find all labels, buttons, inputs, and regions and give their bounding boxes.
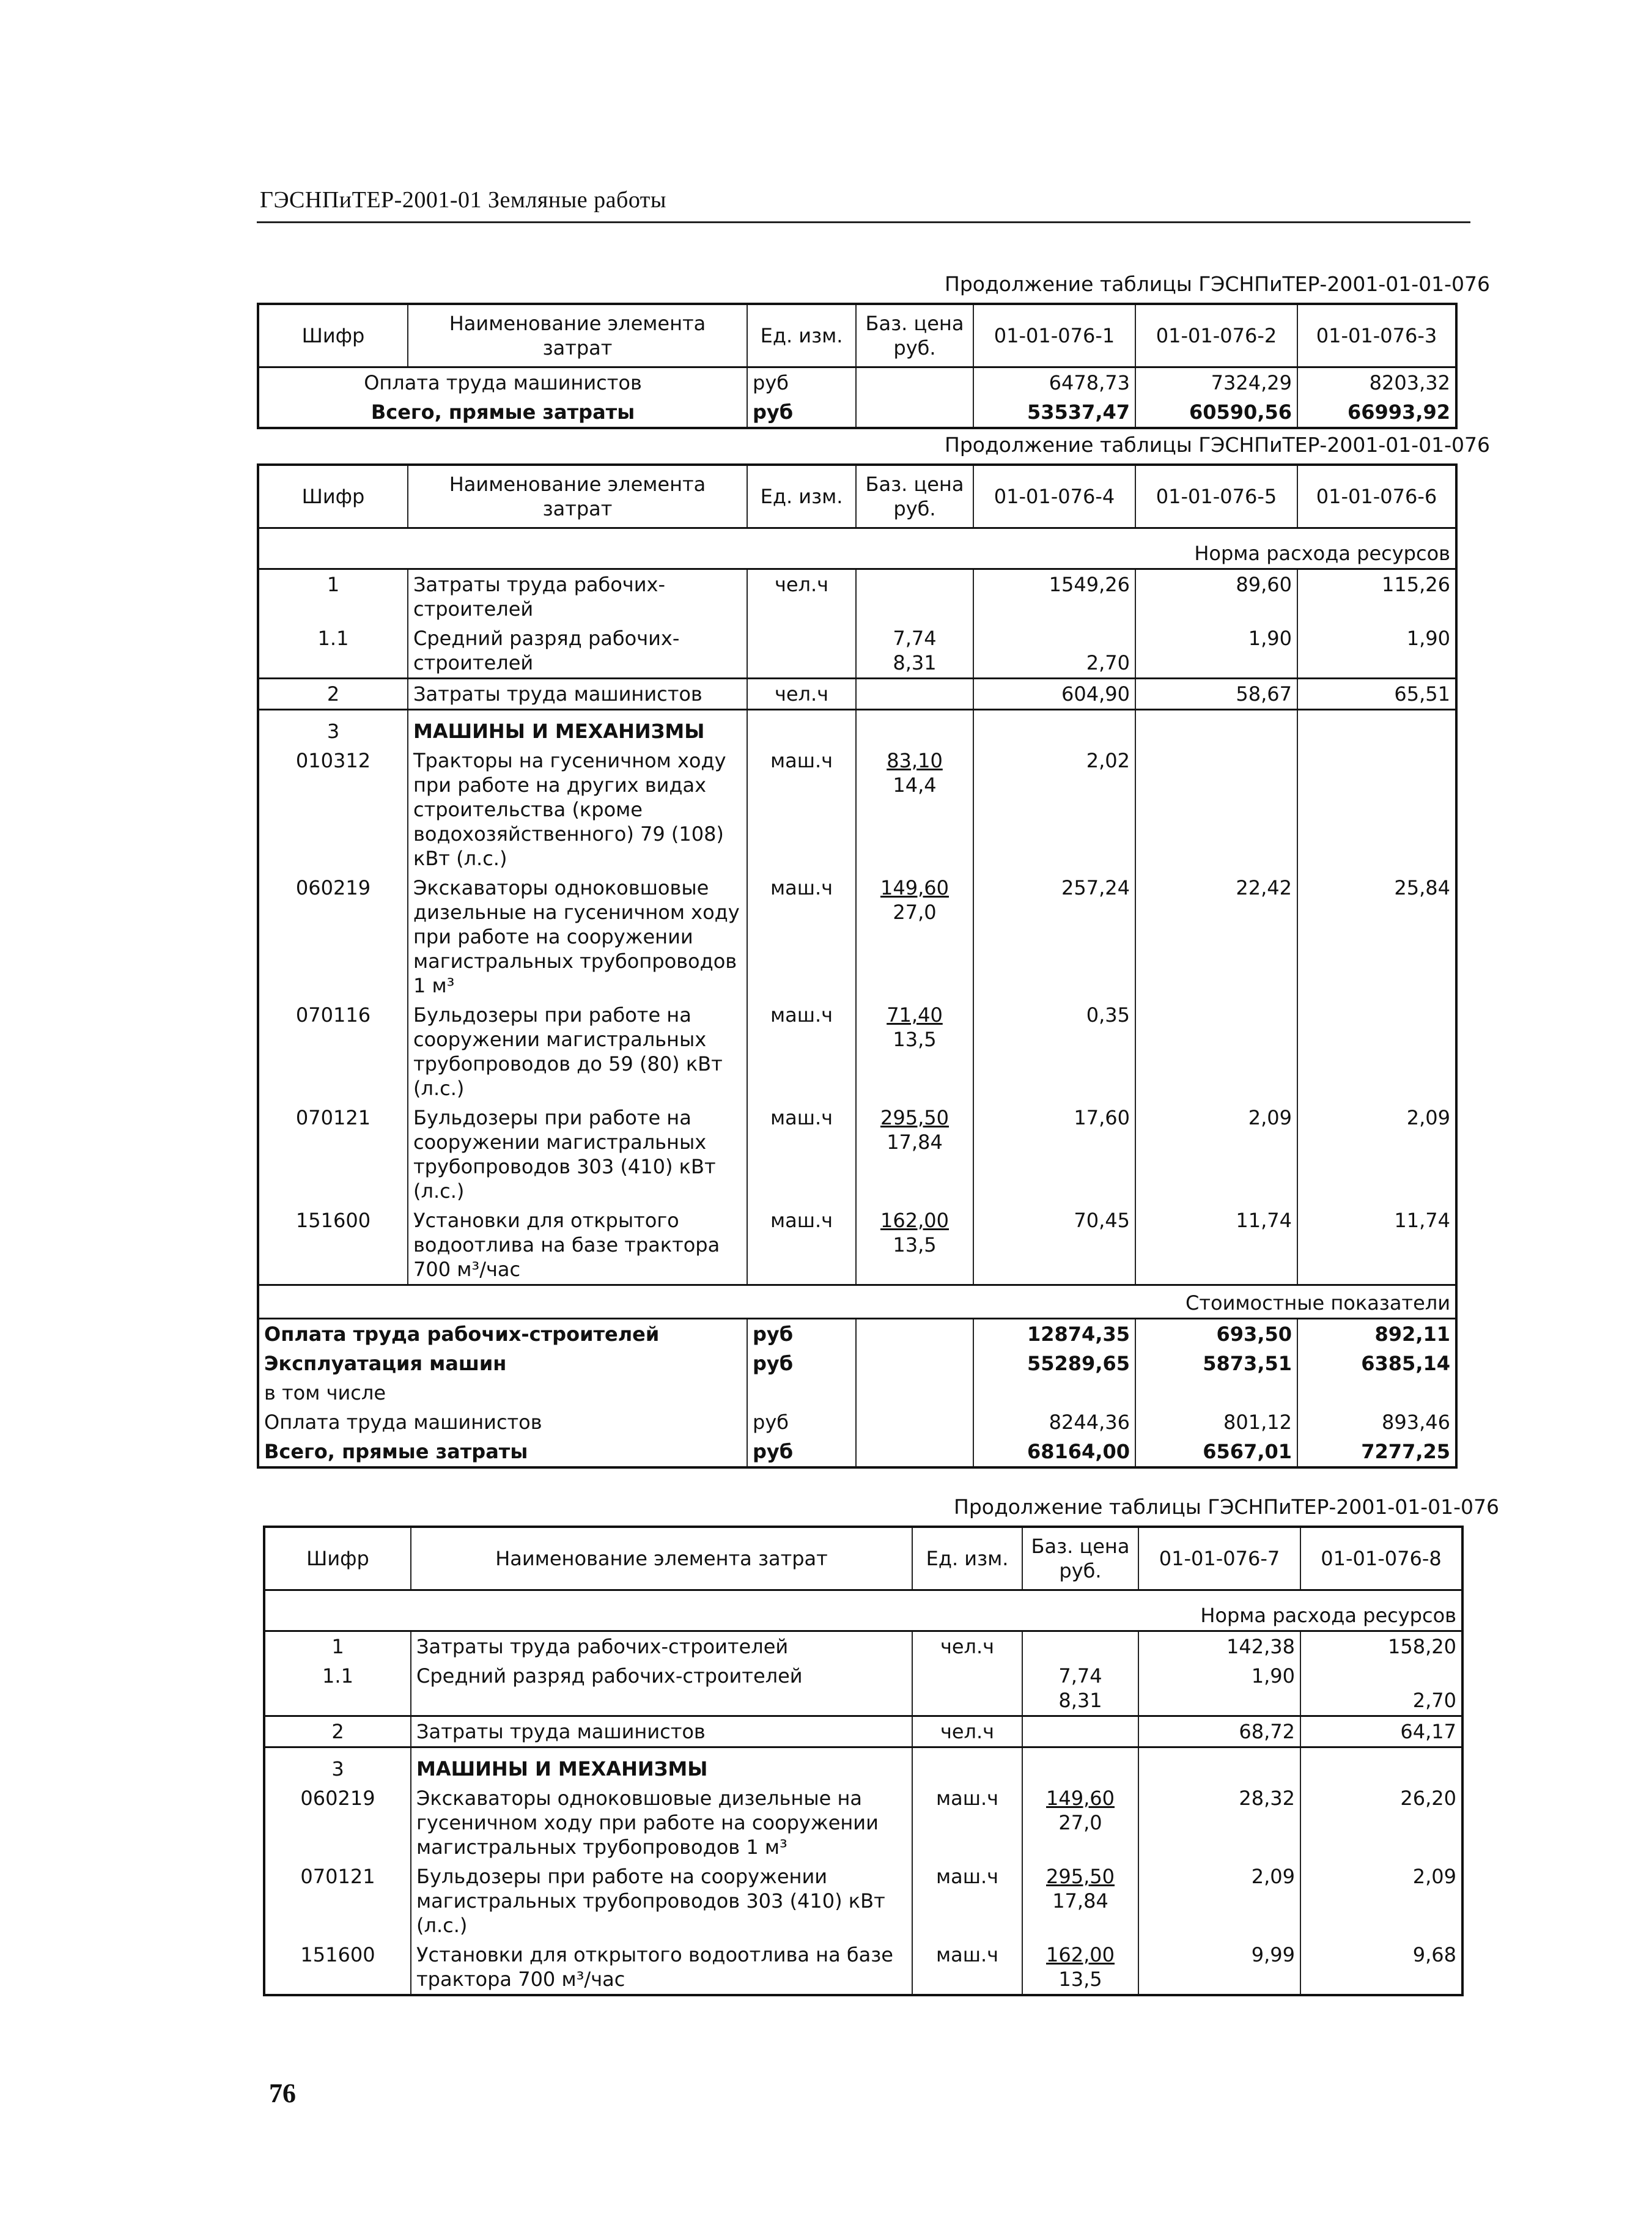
col-code-header-7: 01-01-076-7 bbox=[1138, 1527, 1300, 1590]
row-value: 604,90 bbox=[973, 679, 1135, 710]
row-name: Затраты труда машинистов bbox=[408, 679, 747, 710]
col-unit-header: Ед. изм. bbox=[747, 304, 856, 367]
row-price: 295,50 17,84 bbox=[856, 1103, 973, 1206]
row-value: 8244,36 bbox=[973, 1408, 1135, 1437]
row-value: 8203,32 bbox=[1297, 367, 1456, 398]
row-value: 17,60 bbox=[973, 1103, 1135, 1206]
table2-header-row bbox=[258, 465, 1456, 528]
col-code-header-6: 01-01-076-6 bbox=[1297, 465, 1456, 528]
table1-header-row bbox=[258, 304, 1456, 367]
row-unit: маш.ч bbox=[747, 1206, 856, 1285]
row-value: 6567,01 bbox=[1135, 1437, 1297, 1467]
table3-caption: Продолжение таблицы ГЭСНПиТЕР-2001-01-01-076 bbox=[954, 1495, 1500, 1519]
col-name-header: Наименование элемента затрат bbox=[408, 465, 747, 528]
row-value: 115,26 bbox=[1297, 569, 1456, 624]
row-unit: чел.ч bbox=[747, 569, 856, 624]
row-value: 89,60 bbox=[1135, 569, 1297, 624]
row-unit: руб bbox=[747, 1319, 856, 1349]
row-value bbox=[1135, 1000, 1297, 1103]
table-row bbox=[258, 569, 1456, 624]
row-value bbox=[1297, 1000, 1456, 1103]
table-row bbox=[264, 1940, 1462, 1995]
row-code: 1 bbox=[326, 573, 340, 596]
table1-caption: Продолжение таблицы ГЭСНПиТЕР-2001-01-01-076 bbox=[945, 272, 1491, 296]
row-value: 25,84 bbox=[1297, 873, 1456, 1000]
row-unit: чел.ч bbox=[912, 1631, 1022, 1662]
row-value: 58,67 bbox=[1135, 679, 1297, 710]
row-price: 295,50 17,84 bbox=[1022, 1862, 1138, 1940]
table-row bbox=[258, 397, 1456, 428]
table-row bbox=[258, 1103, 1456, 1206]
row-name: Эксплуатация машин bbox=[264, 1352, 507, 1375]
row-value: 11,74 bbox=[1135, 1206, 1297, 1285]
row-unit: руб bbox=[747, 1349, 856, 1378]
row-value: 26,20 bbox=[1300, 1784, 1462, 1862]
table-row bbox=[258, 1319, 1456, 1349]
row-unit: маш.ч bbox=[747, 1103, 856, 1206]
row-value: 60590,56 bbox=[1135, 397, 1297, 428]
col-unit-header: Ед. изм. bbox=[747, 465, 856, 528]
table2 bbox=[257, 463, 1458, 1469]
table1 bbox=[257, 303, 1458, 429]
row-unit bbox=[747, 624, 856, 679]
row-price: 71,40 13,5 bbox=[856, 1000, 973, 1103]
row-value: 68164,00 bbox=[973, 1437, 1135, 1467]
row-price: 149,60 27,0 bbox=[856, 873, 973, 1000]
section-machines-title: МАШИНЫ И МЕХАНИЗМЫ bbox=[411, 1747, 912, 1784]
row-price: 149,60 27,0 bbox=[1022, 1784, 1138, 1862]
row-code: 010312 bbox=[295, 749, 371, 772]
section-norms-row bbox=[258, 528, 1456, 569]
row-unit: руб bbox=[747, 1437, 856, 1467]
row-code: 070116 bbox=[295, 1003, 371, 1027]
row-code: 1.1 bbox=[317, 627, 349, 650]
row-value: 6478,73 bbox=[973, 367, 1135, 398]
col-unit-header: Ед. изм. bbox=[912, 1527, 1022, 1590]
row-value: 65,51 bbox=[1297, 679, 1456, 710]
row-value: 158,20 bbox=[1300, 1631, 1462, 1662]
row-value: 801,12 bbox=[1135, 1408, 1297, 1437]
row-value: 6385,14 bbox=[1297, 1349, 1456, 1378]
section-costs-row bbox=[258, 1285, 1456, 1319]
row-value: 1,90 bbox=[1297, 624, 1456, 679]
table-row bbox=[258, 1408, 1456, 1437]
col-price-header: Баз. цена руб. bbox=[856, 304, 973, 367]
row-price: 7,74 8,31 bbox=[1022, 1661, 1138, 1716]
col-code-header-4: 01-01-076-4 bbox=[973, 465, 1135, 528]
row-value: 7324,29 bbox=[1135, 367, 1297, 398]
row-name: Оплата труда машинистов bbox=[264, 1411, 542, 1434]
table-row bbox=[258, 1349, 1456, 1378]
row-value: 70,45 bbox=[973, 1206, 1135, 1285]
col-price-header: Баз. цена руб. bbox=[856, 465, 973, 528]
row-value: 2,09 bbox=[1135, 1103, 1297, 1206]
col-code-header: Шифр bbox=[301, 485, 365, 508]
row-value: 1,90 bbox=[1135, 624, 1297, 679]
table-row bbox=[264, 1661, 1462, 1716]
col-code-header-3: 01-01-076-3 bbox=[1297, 304, 1456, 367]
col-code-header: Шифр bbox=[301, 324, 365, 347]
table-row bbox=[258, 1378, 1456, 1408]
row-code: 1.1 bbox=[322, 1664, 353, 1688]
page-number: 76 bbox=[269, 2078, 296, 2108]
table-row bbox=[258, 746, 1456, 873]
row-price: 83,10 14,4 bbox=[856, 746, 973, 873]
row-price: 162,00 13,5 bbox=[856, 1206, 973, 1285]
row-name: Тракторы на гусеничном ходу при работе на других видах строительства (кроме водохозяйственного) 79 (108) кВт (л.с.) bbox=[408, 746, 747, 873]
row-code: 3 bbox=[331, 1757, 344, 1780]
row-value: 28,32 bbox=[1138, 1784, 1300, 1862]
row-value: 9,99 bbox=[1138, 1940, 1300, 1995]
row-code: 060219 bbox=[295, 876, 371, 899]
row-unit: руб bbox=[747, 367, 856, 398]
row-value: 5873,51 bbox=[1135, 1349, 1297, 1378]
col-price-header: Баз. цена руб. bbox=[1022, 1527, 1138, 1590]
row-name: Затраты труда рабочих-строителей bbox=[408, 569, 747, 624]
row-name: Установки для открытого водоотлива на базе трактора 700 м³/час bbox=[408, 1206, 747, 1285]
row-name: Оплата труда машинистов bbox=[364, 371, 642, 394]
section-machines-title: МАШИНЫ И МЕХАНИЗМЫ bbox=[408, 710, 747, 747]
row-value: 2,09 bbox=[1300, 1862, 1462, 1940]
section-norms-label: Норма расхода ресурсов bbox=[1200, 1604, 1456, 1627]
row-name: Средний разряд рабочих-строителей bbox=[408, 624, 747, 679]
row-unit bbox=[912, 1661, 1022, 1716]
row-name: Бульдозеры при работе на сооружении магистральных трубопроводов до 59 (80) кВт (л.с.) bbox=[408, 1000, 747, 1103]
table-row bbox=[264, 1784, 1462, 1862]
section-norms-label: Норма расхода ресурсов bbox=[1194, 542, 1450, 565]
row-name: Средний разряд рабочих-строителей bbox=[411, 1661, 912, 1716]
row-name: Всего, прямые затраты bbox=[264, 1440, 528, 1463]
row-value: 2,09 bbox=[1297, 1103, 1456, 1206]
row-name: Экскаваторы одноковшовые дизельные на гусеничном ходу при работе на сооружении магистральных трубопроводов 1 м³ bbox=[411, 1784, 912, 1862]
section-norms-row bbox=[264, 1590, 1462, 1631]
row-value: 9,68 bbox=[1300, 1940, 1462, 1995]
table-row bbox=[258, 710, 1456, 747]
row-value bbox=[1135, 746, 1297, 873]
section-costs-label: Стоимостные показатели bbox=[1186, 1291, 1450, 1315]
table-row bbox=[264, 1631, 1462, 1662]
table-row bbox=[258, 1206, 1456, 1285]
row-value: 257,24 bbox=[973, 873, 1135, 1000]
row-price bbox=[856, 679, 973, 710]
table-row bbox=[264, 1747, 1462, 1784]
col-code-header-1: 01-01-076-1 bbox=[973, 304, 1135, 367]
row-value: 53537,47 bbox=[973, 397, 1135, 428]
table-row bbox=[258, 873, 1456, 1000]
row-value: 22,42 bbox=[1135, 873, 1297, 1000]
table-row bbox=[264, 1862, 1462, 1940]
row-value: 142,38 bbox=[1138, 1631, 1300, 1662]
table-row bbox=[258, 1437, 1456, 1467]
col-code-header-5: 01-01-076-5 bbox=[1135, 465, 1297, 528]
col-code-header: Шифр bbox=[306, 1547, 369, 1570]
row-price bbox=[856, 569, 973, 624]
row-value: 2,02 bbox=[973, 746, 1135, 873]
row-value: 11,74 bbox=[1297, 1206, 1456, 1285]
row-name: Бульдозеры при работе на сооружении магистральных трубопроводов 303 (410) кВт (л.с.) bbox=[408, 1103, 747, 1206]
row-unit: чел.ч bbox=[747, 679, 856, 710]
row-value: 2,70 bbox=[973, 624, 1135, 679]
row-value: 892,11 bbox=[1297, 1319, 1456, 1349]
row-value: 1549,26 bbox=[973, 569, 1135, 624]
col-code-header-8: 01-01-076-8 bbox=[1300, 1527, 1462, 1590]
row-value: 1,90 bbox=[1138, 1661, 1300, 1716]
row-value bbox=[1297, 746, 1456, 873]
row-value: 693,50 bbox=[1135, 1319, 1297, 1349]
row-code: 070121 bbox=[300, 1865, 375, 1888]
row-price bbox=[856, 397, 973, 428]
row-name: Экскаваторы одноковшовые дизельные на гусеничном ходу при работе на сооружении магистральных трубопроводов 1 м³ bbox=[408, 873, 747, 1000]
row-code: 060219 bbox=[300, 1787, 375, 1810]
row-code: 3 bbox=[326, 720, 340, 743]
row-unit: руб bbox=[747, 1408, 856, 1437]
row-price bbox=[1022, 1716, 1138, 1747]
row-name: Бульдозеры при работе на сооружении магистральных трубопроводов 303 (410) кВт (л.с.) bbox=[411, 1862, 912, 1940]
row-price: 162,00 13,5 bbox=[1022, 1940, 1138, 1995]
page-header-title: ГЭСНПиТЕР-2001-01 Земляные работы bbox=[260, 187, 666, 213]
table-row bbox=[258, 1000, 1456, 1103]
col-name-header: Наименование элемента затрат bbox=[408, 304, 747, 367]
row-code: 2 bbox=[326, 682, 340, 706]
row-name: Всего, прямые затраты bbox=[371, 400, 635, 424]
row-price bbox=[856, 367, 973, 398]
row-name: Оплата труда рабочих-строителей bbox=[264, 1323, 660, 1346]
row-value: 2,09 bbox=[1138, 1862, 1300, 1940]
row-unit: маш.ч bbox=[747, 873, 856, 1000]
row-value: 64,17 bbox=[1300, 1716, 1462, 1747]
row-value: 66993,92 bbox=[1297, 397, 1456, 428]
row-value: 12874,35 bbox=[973, 1319, 1135, 1349]
row-unit: чел.ч bbox=[912, 1716, 1022, 1747]
row-unit: маш.ч bbox=[747, 1000, 856, 1103]
table-row bbox=[258, 624, 1456, 679]
row-value: 2,70 bbox=[1300, 1661, 1462, 1716]
row-name: Установки для открытого водоотлива на базе трактора 700 м³/час bbox=[411, 1940, 912, 1995]
row-code: 2 bbox=[331, 1720, 344, 1743]
row-value: 0,35 bbox=[973, 1000, 1135, 1103]
row-value: 55289,65 bbox=[973, 1349, 1135, 1378]
row-name: Затраты труда рабочих-строителей bbox=[411, 1631, 912, 1662]
table-row bbox=[258, 679, 1456, 710]
table-row bbox=[258, 367, 1456, 398]
table3-header-row bbox=[264, 1527, 1462, 1590]
row-price: 7,74 8,31 bbox=[856, 624, 973, 679]
table-row bbox=[264, 1716, 1462, 1747]
col-name-header: Наименование элемента затрат bbox=[411, 1527, 912, 1590]
row-code: 070121 bbox=[295, 1106, 371, 1129]
row-code: 1 bbox=[331, 1635, 344, 1658]
row-unit: руб bbox=[747, 397, 856, 428]
table2-caption: Продолжение таблицы ГЭСНПиТЕР-2001-01-01-076 bbox=[945, 433, 1491, 457]
header-rule bbox=[257, 221, 1470, 223]
row-price bbox=[1022, 1631, 1138, 1662]
row-value: 7277,25 bbox=[1297, 1437, 1456, 1467]
row-unit: маш.ч bbox=[912, 1784, 1022, 1862]
row-code: 151600 bbox=[295, 1209, 371, 1232]
col-code-header-2: 01-01-076-2 bbox=[1135, 304, 1297, 367]
row-value: 893,46 bbox=[1297, 1408, 1456, 1437]
row-name: Затраты труда машинистов bbox=[411, 1716, 912, 1747]
row-unit: маш.ч bbox=[912, 1940, 1022, 1995]
row-code: 151600 bbox=[300, 1943, 375, 1966]
row-value: 68,72 bbox=[1138, 1716, 1300, 1747]
row-unit: маш.ч bbox=[912, 1862, 1022, 1940]
row-name: в том числе bbox=[264, 1381, 386, 1404]
row-unit: маш.ч bbox=[747, 746, 856, 873]
table3 bbox=[263, 1526, 1464, 1996]
